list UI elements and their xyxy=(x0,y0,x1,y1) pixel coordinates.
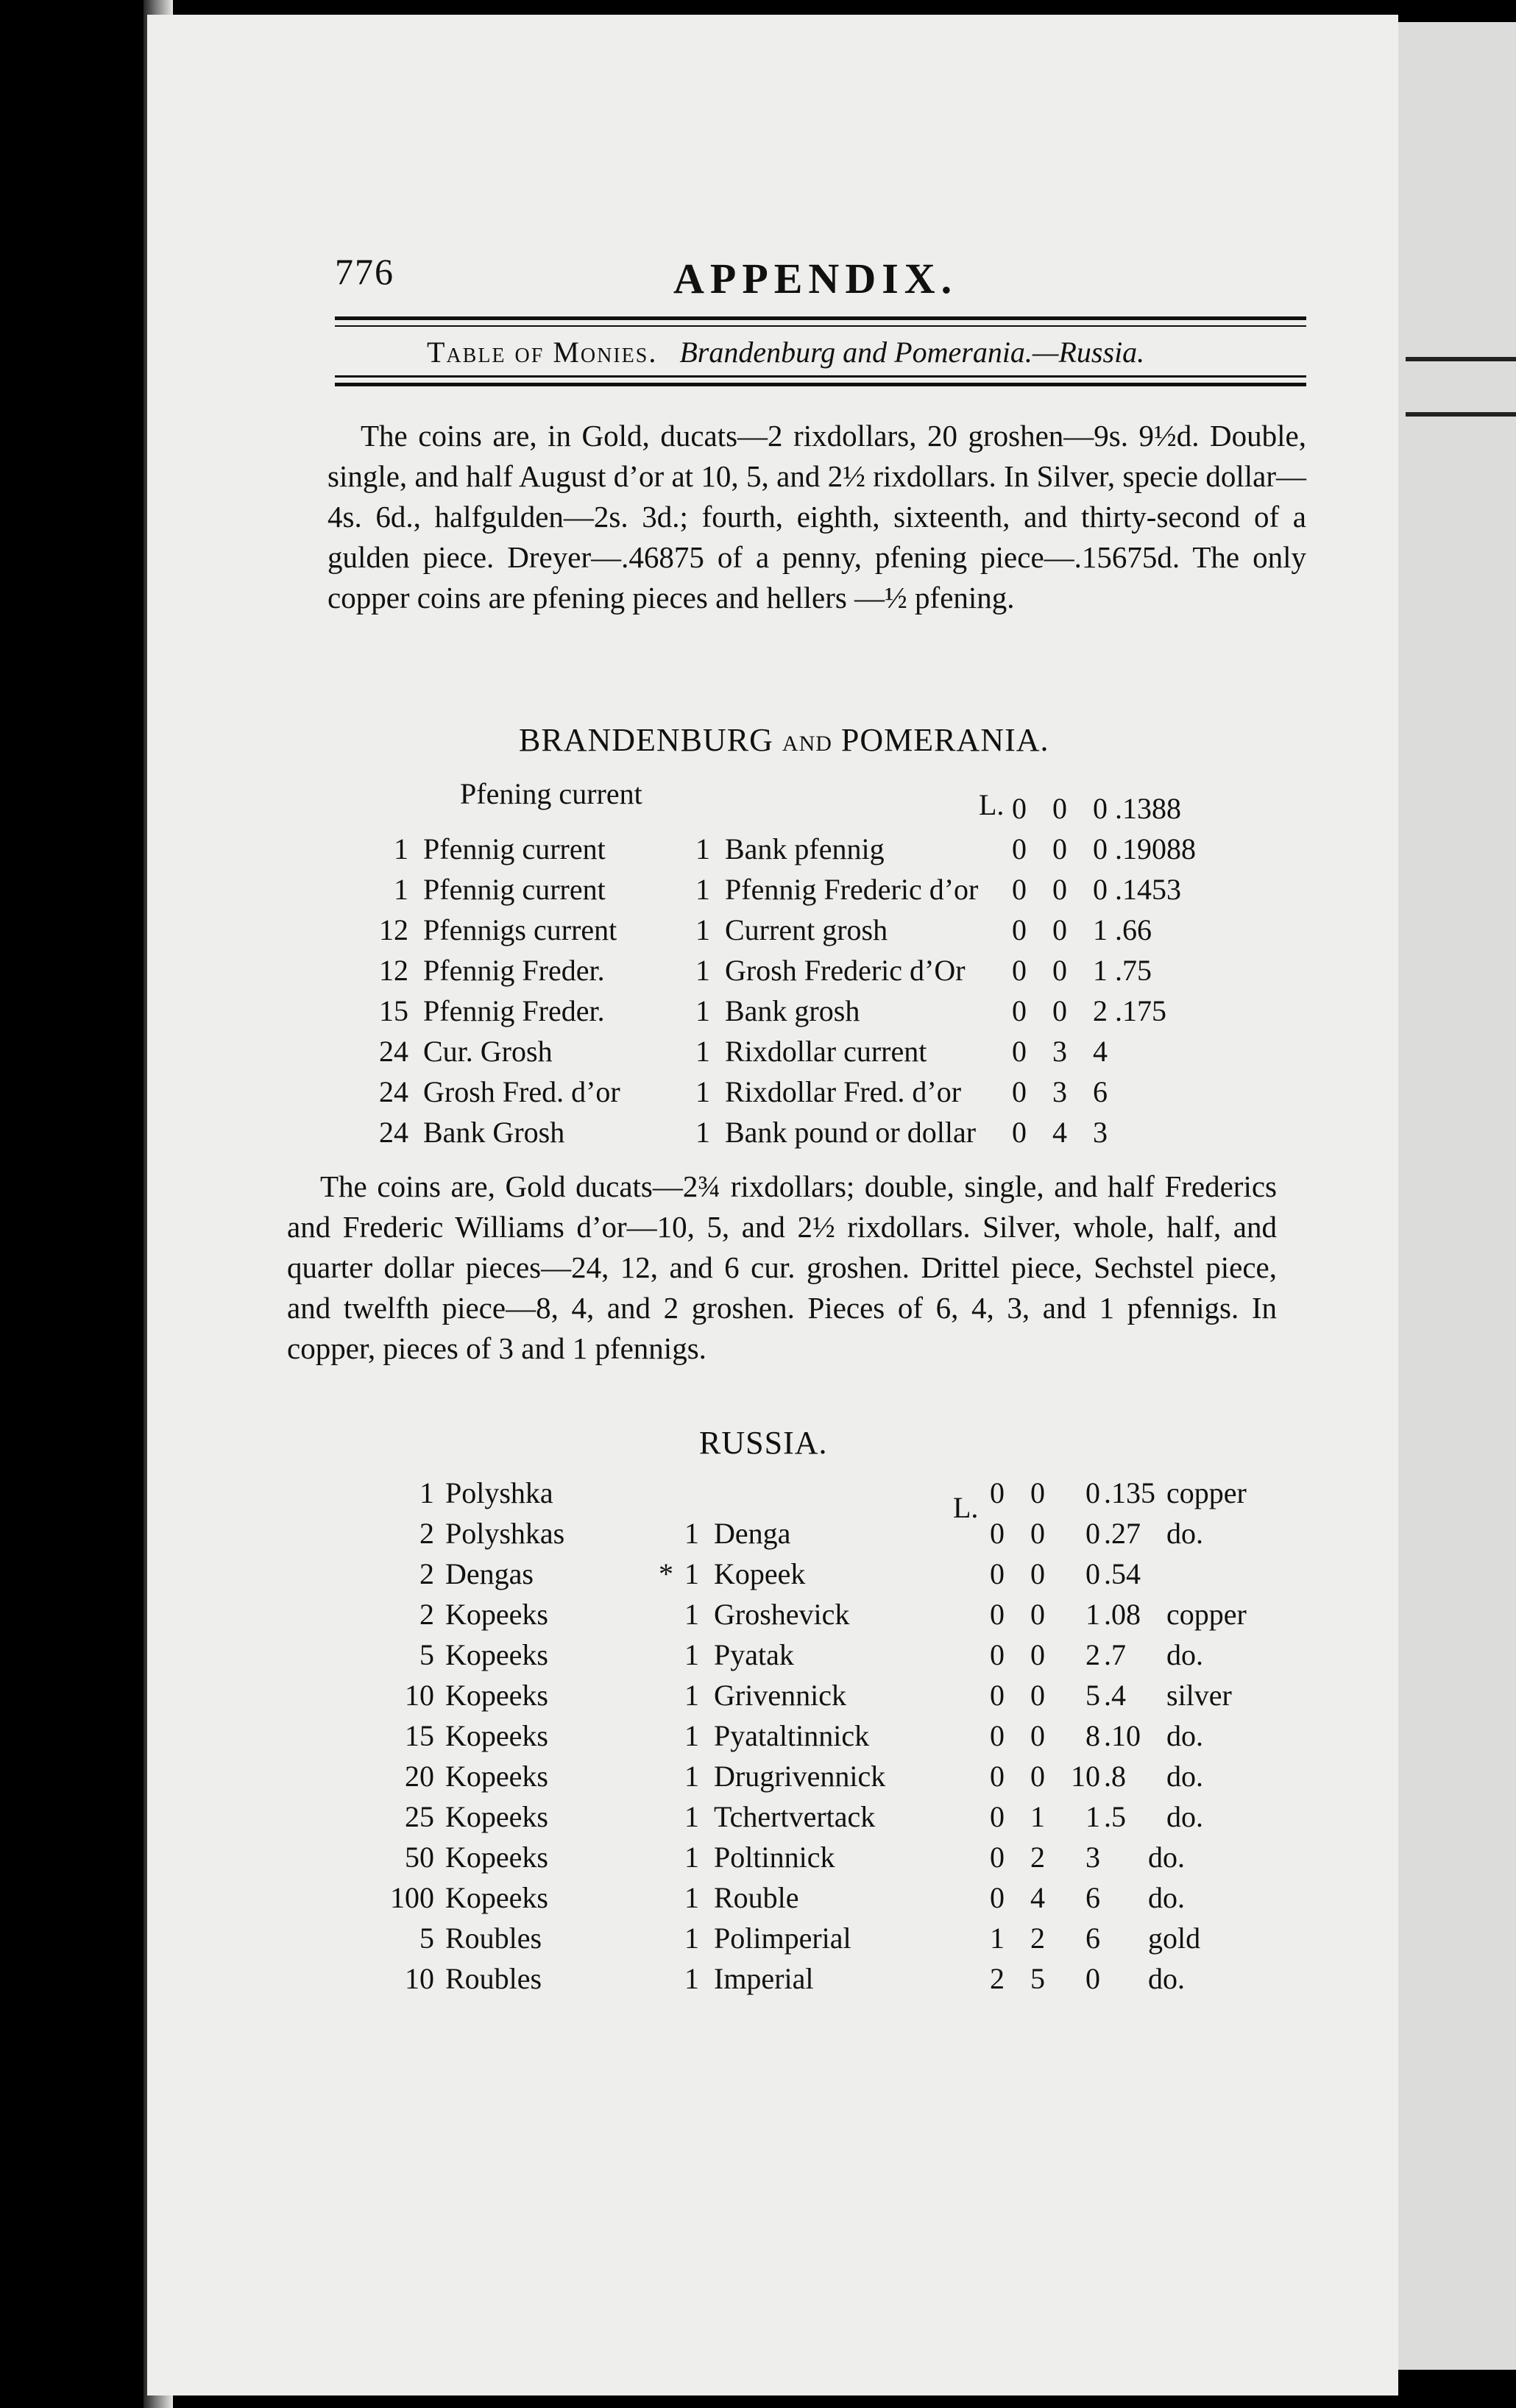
brandenburg-title: BRANDENBURG AND POMERANIA. xyxy=(519,722,1049,758)
bb-dec: .66 xyxy=(1115,913,1152,946)
header-rule-top-thin xyxy=(335,325,1306,327)
bb-eq-qty: 1 xyxy=(695,994,710,1027)
ru-qty: 100 xyxy=(390,1881,434,1914)
bb-d: 1 xyxy=(1093,954,1108,987)
ru-metal: do. xyxy=(1148,1881,1185,1914)
ru-d: 0 xyxy=(1085,1517,1100,1550)
ru-d: 2 xyxy=(1085,1638,1100,1671)
header-rule-top xyxy=(335,316,1306,320)
bb-s: 0 xyxy=(1052,913,1067,946)
ru-l: 0 xyxy=(990,1517,1005,1550)
bb-unit: Cur. Grosh xyxy=(423,1035,553,1068)
ru-s: 0 xyxy=(1030,1476,1045,1509)
ru-qty: 2 xyxy=(419,1598,434,1631)
bb-d: 0 xyxy=(1093,873,1108,906)
ru-l: 0 xyxy=(990,1598,1005,1631)
ru-eq-qty: 1 xyxy=(684,1638,699,1671)
ru-qty: 20 xyxy=(405,1760,434,1793)
bb-qty: 24 xyxy=(379,1075,408,1108)
bb-unit: Pfennig Freder. xyxy=(423,954,605,987)
ru-s: 4 xyxy=(1030,1881,1045,1914)
ru-s: 0 xyxy=(1030,1679,1045,1712)
ru-d: 0 xyxy=(1085,1962,1100,1995)
ru-qty: 2 xyxy=(419,1557,434,1590)
ru-eq-qty: 1 xyxy=(684,1557,699,1590)
ru-l: 0 xyxy=(990,1638,1005,1671)
ru-unit: Dengas xyxy=(445,1557,534,1590)
bb-qty: 24 xyxy=(379,1116,408,1149)
ru-metal: copper xyxy=(1166,1598,1247,1631)
bb-s: 0 xyxy=(1052,792,1067,825)
ru-eq-unit: Drugrivennick xyxy=(714,1760,886,1793)
ru-d: 5 xyxy=(1085,1679,1100,1712)
ru-l: 1 xyxy=(990,1922,1005,1955)
ru-l: 0 xyxy=(990,1841,1005,1874)
bb-qty: 12 xyxy=(379,913,408,946)
ru-qty: 50 xyxy=(405,1841,434,1874)
ru-d: 1 xyxy=(1085,1598,1100,1631)
ru-unit: Polyshkas xyxy=(445,1517,565,1550)
ru-d: 10 xyxy=(1071,1760,1100,1793)
bb-s: 0 xyxy=(1052,873,1067,906)
bb-l: 0 xyxy=(1012,1116,1027,1149)
bb-qty: 1 xyxy=(394,832,408,865)
bb-eq-qty: 1 xyxy=(695,1075,710,1108)
bb-eq-qty: 1 xyxy=(695,1035,710,1068)
ru-s: 0 xyxy=(1030,1557,1045,1590)
bb-dec: .175 xyxy=(1115,994,1166,1027)
header-rule-bottom-thick xyxy=(335,383,1306,386)
ru-dec: .7 xyxy=(1104,1638,1126,1671)
ru-dec: .27 xyxy=(1104,1517,1141,1550)
bb-eq-unit: Rixdollar current xyxy=(725,1035,927,1068)
ru-dec: .135 xyxy=(1104,1476,1155,1509)
table-subhead xyxy=(427,335,1144,369)
bb-l: 0 xyxy=(1012,994,1027,1027)
bb-dec: .75 xyxy=(1115,954,1152,987)
bb-eq-unit: Grosh Frederic d’Or xyxy=(725,954,966,987)
ru-l: 0 xyxy=(990,1881,1005,1914)
bb-eq-unit: Bank grosh xyxy=(725,994,860,1027)
ru-eq-unit: Polimperial xyxy=(714,1922,851,1955)
ru-unit: Kopeeks xyxy=(445,1638,548,1671)
ru-unit: Polyshka xyxy=(445,1476,553,1509)
bb-eq-qty: 1 xyxy=(695,873,710,906)
ru-dec: .54 xyxy=(1104,1557,1141,1590)
ru-eq-unit: Groshevick xyxy=(714,1598,850,1631)
ru-eq-unit: Pyataltinnick xyxy=(714,1719,870,1752)
ru-s: 0 xyxy=(1030,1517,1045,1550)
page-title: APPENDIX. xyxy=(673,255,958,302)
bb-eq-unit: Rixdollar Fred. d’or xyxy=(725,1075,962,1108)
ru-eq-qty: 1 xyxy=(684,1962,699,1995)
ru-eq-unit: Grivennick xyxy=(714,1679,846,1712)
ru-dec: .10 xyxy=(1104,1719,1141,1752)
ru-eq-qty: 1 xyxy=(684,1517,699,1550)
bb-eq-unit: Current grosh xyxy=(725,913,888,946)
ru-d: 6 xyxy=(1085,1881,1100,1914)
ru-metal: do. xyxy=(1166,1800,1203,1833)
bb-qty: 1 xyxy=(394,873,408,906)
ru-metal: copper xyxy=(1166,1476,1247,1509)
bb-dec: .1388 xyxy=(1115,792,1181,825)
bb-d: 0 xyxy=(1093,792,1108,825)
ru-d: 3 xyxy=(1085,1841,1100,1874)
bb-unit: Pfennig Freder. xyxy=(423,994,605,1027)
ru-s: 2 xyxy=(1030,1841,1045,1874)
ru-l: 0 xyxy=(990,1760,1005,1793)
ru-qty: 10 xyxy=(405,1962,434,1995)
ru-eq-unit: Rouble xyxy=(714,1881,799,1914)
ru-s: 0 xyxy=(1030,1598,1045,1631)
ru-metal: do. xyxy=(1148,1841,1185,1874)
ru-unit: Kopeeks xyxy=(445,1881,548,1914)
ru-metal: do. xyxy=(1166,1638,1203,1671)
russia-currency-mark: L. xyxy=(953,1491,979,1524)
bb-unit: Pfennigs current xyxy=(423,913,617,946)
ru-s: 2 xyxy=(1030,1922,1045,1955)
ru-eq-unit: Imperial xyxy=(714,1962,814,1995)
ru-eq-qty: 1 xyxy=(684,1760,699,1793)
brandenburg-currency-mark: L. xyxy=(979,788,1005,821)
bb-unit: Pfennig current xyxy=(423,873,606,906)
ru-qty: 1 xyxy=(419,1476,434,1509)
ru-eq-qty: 1 xyxy=(684,1719,699,1752)
ru-metal: do. xyxy=(1166,1760,1203,1793)
ru-d: 8 xyxy=(1085,1719,1100,1752)
bb-d: 1 xyxy=(1093,913,1108,946)
intro-paragraph: The coins are, in Gold, ducats—2 rixdollars, 20 groshen—9s. 9½d. Double, single, and half August d’or at 10, 5, and 2½ rixdollars. In Silver, specie dollar—4s. 6d., halfgulden—2s. 3d.; fourth, eighth, sixteenth, and thirty-second of a gulden piece. Dreyer—.46875 of a penny, pfening piece—.15675d. The only copper coins are pfening pieces and hellers —½ pfening. xyxy=(327,419,1306,615)
ru-eq-qty: 1 xyxy=(684,1800,699,1833)
bb-eq-unit: Bank pound or dollar xyxy=(725,1116,977,1149)
ru-unit: Roubles xyxy=(445,1922,542,1955)
ru-unit: Kopeeks xyxy=(445,1841,548,1874)
ru-d: 0 xyxy=(1085,1557,1100,1590)
bb-l: 0 xyxy=(1012,1035,1027,1068)
ru-qty: 5 xyxy=(419,1922,434,1955)
bb-qty: 15 xyxy=(379,994,408,1027)
ru-unit: Kopeeks xyxy=(445,1679,548,1712)
russia-title: RUSSIA. xyxy=(699,1425,828,1461)
bb-unit: Pfennig current xyxy=(423,832,606,865)
ru-s: 5 xyxy=(1030,1962,1045,1995)
ru-eq-qty: 1 xyxy=(684,1679,699,1712)
bb-l: 0 xyxy=(1012,954,1027,987)
ru-metal: silver xyxy=(1166,1679,1232,1712)
ru-l: 0 xyxy=(990,1719,1005,1752)
ru-dec: .4 xyxy=(1104,1679,1126,1712)
bb-d: 2 xyxy=(1093,994,1108,1027)
bb-l: 0 xyxy=(1012,913,1027,946)
bb-d: 4 xyxy=(1093,1035,1108,1068)
ru-dec: .08 xyxy=(1104,1598,1141,1631)
ru-s: 1 xyxy=(1030,1800,1045,1833)
ru-s: 0 xyxy=(1030,1638,1045,1671)
ru-s: 0 xyxy=(1030,1760,1045,1793)
bb-s: 0 xyxy=(1052,994,1067,1027)
ru-d: 6 xyxy=(1085,1922,1100,1955)
bb-d: 0 xyxy=(1093,832,1108,865)
bb-unit: Bank Grosh xyxy=(423,1116,565,1149)
ru-l: 0 xyxy=(990,1476,1005,1509)
bb-d: 6 xyxy=(1093,1075,1108,1108)
ru-metal: do. xyxy=(1148,1962,1185,1995)
bb-unit: Grosh Fred. d’or xyxy=(423,1075,620,1108)
bb-l: 0 xyxy=(1012,873,1027,906)
bb-l: 0 xyxy=(1012,792,1027,825)
ru-eq-qty: 1 xyxy=(684,1881,699,1914)
ru-eq-unit: Pyatak xyxy=(714,1638,794,1671)
bb-eq-qty: 1 xyxy=(695,1116,710,1149)
ru-dec: .8 xyxy=(1104,1760,1126,1793)
ru-unit: Kopeeks xyxy=(445,1719,548,1752)
ru-metal: gold xyxy=(1148,1922,1201,1955)
ru-l: 0 xyxy=(990,1679,1005,1712)
ru-qty: 5 xyxy=(419,1638,434,1671)
ru-d: 1 xyxy=(1085,1800,1100,1833)
bb-dec: .19088 xyxy=(1115,832,1196,865)
ru-metal: do. xyxy=(1166,1517,1203,1550)
facing-page-edge xyxy=(1395,22,1516,2370)
ru-eq-unit: Kopeek xyxy=(714,1557,806,1590)
ru-eq-qty: 1 xyxy=(684,1922,699,1955)
ru-qty: 10 xyxy=(405,1679,434,1712)
ru-mark: * xyxy=(659,1557,673,1590)
bb-eq-unit: Bank pfennig xyxy=(725,832,885,865)
ru-qty: 2 xyxy=(419,1517,434,1550)
ru-eq-qty: 1 xyxy=(684,1841,699,1874)
ru-unit: Kopeeks xyxy=(445,1598,548,1631)
ru-unit: Kopeeks xyxy=(445,1800,548,1833)
bb-s: 3 xyxy=(1052,1075,1067,1108)
brandenburg-column-head: Pfening current xyxy=(460,777,642,810)
ru-l: 2 xyxy=(990,1962,1005,1995)
bb-l: 0 xyxy=(1012,832,1027,865)
ru-eq-qty: 1 xyxy=(684,1598,699,1631)
bb-eq-unit: Pfennig Frederic d’or xyxy=(725,873,979,906)
ru-qty: 15 xyxy=(405,1719,434,1752)
subhead-italic: Brandenburg and Pomerania.—Russia. xyxy=(679,336,1145,369)
header-rule-bottom xyxy=(335,375,1306,378)
ru-eq-unit: Tchertvertack xyxy=(714,1800,876,1833)
bb-eq-qty: 1 xyxy=(695,954,710,987)
bb-s: 3 xyxy=(1052,1035,1067,1068)
subhead-caps: Table of Monies. xyxy=(427,336,658,369)
ru-qty: 25 xyxy=(405,1800,434,1833)
bb-s: 4 xyxy=(1052,1116,1067,1149)
bb-l: 0 xyxy=(1012,1075,1027,1108)
ru-s: 0 xyxy=(1030,1719,1045,1752)
ru-eq-unit: Poltinnick xyxy=(714,1841,835,1874)
bb-d: 3 xyxy=(1093,1116,1108,1149)
bb-qty: 12 xyxy=(379,954,408,987)
ru-unit: Roubles xyxy=(445,1962,542,1995)
ru-l: 0 xyxy=(990,1557,1005,1590)
ru-unit: Kopeeks xyxy=(445,1760,548,1793)
page-number: 776 xyxy=(335,251,394,292)
ru-eq-unit: Denga xyxy=(714,1517,791,1550)
ru-dec: .5 xyxy=(1104,1800,1126,1833)
bb-dec: .1453 xyxy=(1115,873,1181,906)
ru-l: 0 xyxy=(990,1800,1005,1833)
bb-eq-qty: 1 xyxy=(695,913,710,946)
bb-s: 0 xyxy=(1052,954,1067,987)
ru-metal: do. xyxy=(1166,1719,1203,1752)
bb-qty: 24 xyxy=(379,1035,408,1068)
bb-eq-qty: 1 xyxy=(695,832,710,865)
middle-paragraph: The coins are, Gold ducats—2¾ rixdollars; double, single, and half Frederics and Frederic Williams d’or—10, 5, and 2½ rixdollars. Silver, whole, half, and quarter dollar pieces—24, 12, and 6 cur. groshen. Drittel piece, Sechstel piece, and twelfth piece—8, 4, and 2 groshen. Pieces of 6, 4, 3, and 1 pfennigs. In copper, pieces of 3 and 1 pfennigs. xyxy=(287,1169,1277,1365)
ru-d: 0 xyxy=(1085,1476,1100,1509)
bb-s: 0 xyxy=(1052,832,1067,865)
